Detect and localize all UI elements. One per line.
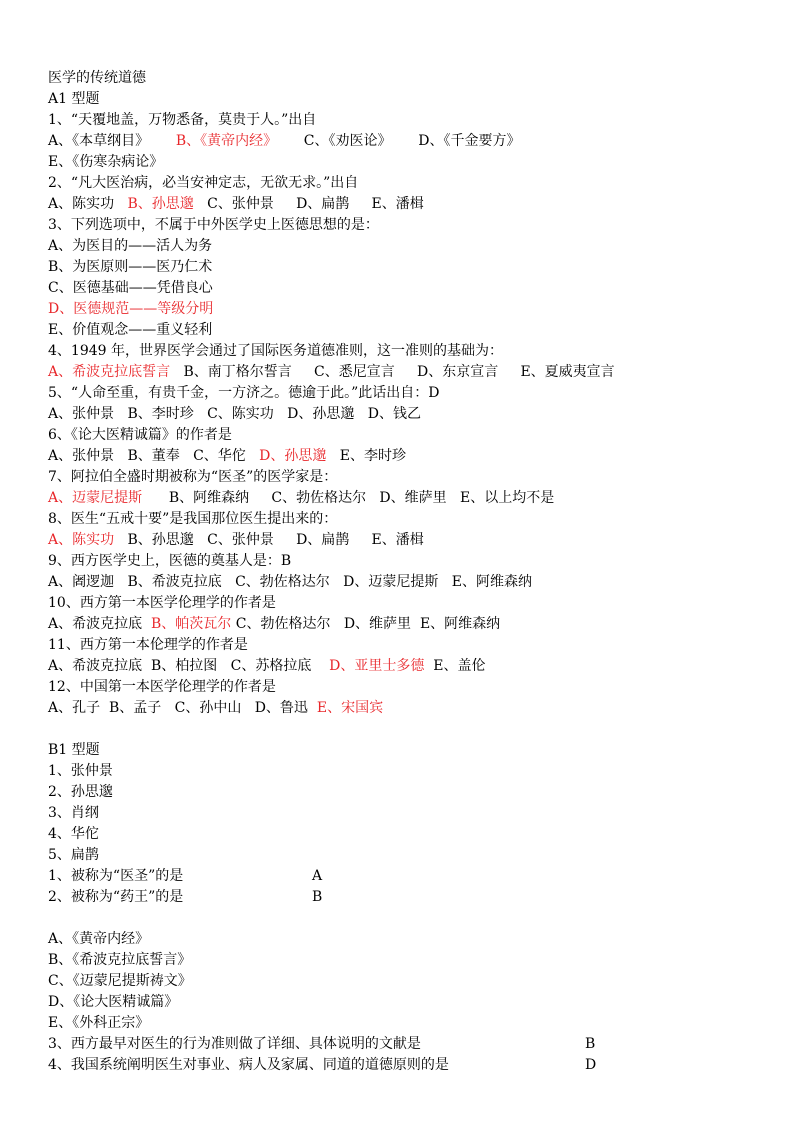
option-line [48, 614, 748, 635]
question-stem: 12、中国第一本医学伦理学的作者是 [48, 679, 276, 695]
answer-option: A、陈实功 [48, 532, 115, 548]
option-text: A、张仲景 B、李时珍 C、陈实功 D、孙思邈 D、钱乙 [48, 406, 421, 422]
option-text: A、为医目的——活人为务 [48, 238, 213, 254]
option-text: A、孔子 B、孟子 C、孙中山 D、鲁迅 [48, 700, 317, 716]
question-stem: 7、阿拉伯全盛时期被称为“医圣”的医学家是： [48, 469, 338, 485]
a1-question-list [48, 110, 748, 719]
b1-option: E、《外科正宗》 [48, 1015, 150, 1031]
option-text: C、《劝医论》 D、《千金要方》 [277, 133, 521, 149]
b1-question [48, 887, 748, 908]
option-text: B、南丁格尔誓言 C、悉尼宣言 D、东京宣言 E、夏威夷宣言 [170, 364, 615, 380]
b1-answer: D [585, 1057, 597, 1073]
b1-answer: A [312, 868, 323, 884]
question-stem: 6、《论大医精诚篇》的作者是 [48, 427, 232, 443]
b1-option: 4、华佗 [48, 826, 99, 842]
option-line [48, 404, 748, 425]
b1-option: 5、扁鹊 [48, 847, 99, 863]
option-text: B、孙思邈 C、张仲景 D、扁鹊 E、潘楫 [114, 532, 424, 548]
b1-option: 3、肖纲 [48, 805, 99, 821]
option-text: E、盖伦 [424, 658, 486, 674]
spacer [48, 719, 748, 740]
answer-option: D、亚里士多德 [329, 658, 425, 674]
b1-option: 2、孙思邈 [48, 784, 113, 800]
b1-question [48, 1034, 748, 1055]
question-stem: 4、1949 年，世界医学会通过了国际医务道德准则，这一准则的基础为： [48, 343, 503, 359]
b1-group2-questions [48, 1034, 748, 1076]
answer-option: B、《黄帝内经》 [175, 133, 278, 149]
option-text: B、阿维森纳 C、勃佐格达尔 D、维萨里 E、以上均不是 [142, 490, 555, 506]
option-line [48, 488, 748, 509]
option-text: C、医德基础——凭借良心 [48, 280, 213, 296]
question-stem: 3、下列选项中，不属于中外医学史上医德思想的是： [48, 217, 379, 233]
option-text: A、张仲景 B、董奉 C、华佗 [48, 448, 260, 464]
question-stem: 8、医生“五戒十要”是我国那位医生提出来的： [48, 511, 338, 527]
b1-question-text: 3、西方最早对医生的行为准则做了详细、具体说明的文献是 [48, 1036, 421, 1052]
question-stem: 9、西方医学史上，医德的奠基人是：B [48, 553, 292, 569]
option-line [48, 236, 748, 257]
a1-section-heading: A1 型题 [48, 91, 100, 107]
option-line [48, 194, 748, 215]
option-line [48, 320, 748, 341]
question-stem: 2、“凡大医治病，必当安神定志，无欲无求。”出自 [48, 175, 359, 191]
option-line [48, 530, 748, 551]
option-text: E、李时珍 [326, 448, 406, 464]
option-line [48, 278, 748, 299]
b1-question-text: 4、我国系统阐明医生对事业、病人及家属、同道的道德原则的是 [48, 1057, 449, 1073]
b1-answer: B [585, 1036, 596, 1052]
option-line [48, 656, 748, 677]
option-text: C、张仲景 D、扁鹊 E、潘楫 [193, 196, 424, 212]
option-line [48, 446, 748, 467]
question-stem: 5、“人命至重，有贵千金，一方济之。德逾于此。”此话出自：D [48, 385, 440, 401]
b1-section-heading: B1 型题 [48, 742, 100, 758]
option-text: E、《伤寒杂病论》 [48, 154, 164, 170]
question-stem: 11、西方第一本伦理学的作者是 [48, 637, 248, 653]
b1-answer: B [312, 889, 323, 905]
option-line [48, 152, 748, 173]
option-line [48, 131, 748, 152]
option-text: A、希波克拉底 B、柏拉图 C、苏格拉底 [48, 658, 330, 674]
document-page [48, 68, 748, 1076]
question-stem: 1、“天覆地盖，万物悉备，莫贵于人。”出自 [48, 112, 317, 128]
option-text: A、希波克拉底 [48, 616, 152, 632]
answer-option: A、迈蒙尼提斯 [48, 490, 143, 506]
answer-option: D、孙思邈 [259, 448, 327, 464]
option-line [48, 257, 748, 278]
b1-option: B、《希波克拉底誓言》 [48, 952, 192, 968]
option-text: C、勃佐格达尔 D、维萨里 E、阿维森纳 [231, 616, 501, 632]
question-stem: 10、西方第一本医学伦理学的作者是 [48, 595, 276, 611]
answer-option: E、宋国宾 [316, 700, 384, 716]
answer-option: B、孙思邈 [127, 196, 194, 212]
b1-group1-options [48, 761, 748, 866]
option-text: E、价值观念——重义轻利 [48, 322, 213, 338]
option-line [48, 572, 748, 593]
document-title: 医学的传统道德 [48, 70, 146, 86]
b1-question-text: 1、被称为“医圣”的是 [48, 868, 184, 884]
spacer [48, 908, 748, 929]
option-line [48, 698, 748, 719]
option-line [48, 299, 748, 320]
answer-option: D、医德规范——等级分明 [48, 301, 214, 317]
b1-question-text: 2、被称为“药王”的是 [48, 889, 184, 905]
option-text: A、《本草纲目》 [48, 133, 176, 149]
b1-option: D、《论大医精诚篇》 [48, 994, 179, 1010]
b1-option: 1、张仲景 [48, 763, 113, 779]
answer-option: A、希波克拉底誓言 [48, 364, 171, 380]
option-line [48, 362, 748, 383]
b1-group2-options [48, 929, 748, 1034]
b1-question [48, 866, 748, 887]
answer-option: B、帕茨瓦尔 [151, 616, 232, 632]
b1-option: C、《迈蒙尼提斯祷文》 [48, 973, 192, 989]
option-text: A、陈实功 [48, 196, 128, 212]
option-text: B、为医原则——医乃仁术 [48, 259, 213, 275]
option-text: A、阇逻迦 B、希波克拉底 C、勃佐格达尔 D、迈蒙尼提斯 E、阿维森纳 [48, 574, 532, 590]
b1-group1-questions [48, 866, 748, 908]
b1-question [48, 1055, 748, 1076]
b1-option: A、《黄帝内经》 [48, 931, 150, 947]
